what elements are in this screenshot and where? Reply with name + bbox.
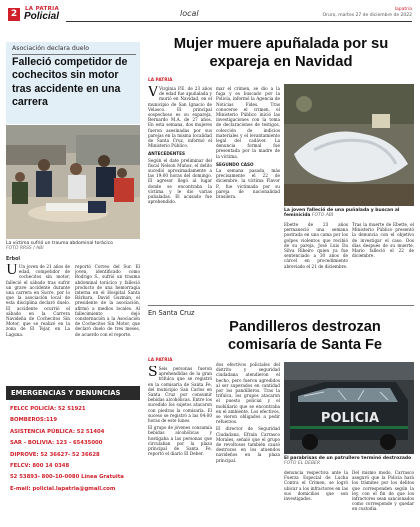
main-story-text-2b: La semana pasada, más precisamente el 22 de diciembre, la víctima Flavor P., fue victimada por su pareja de nacionalidad brasilera. [216, 168, 280, 200]
emergency-line: FELCC POLICÍA: 52 51921 [10, 406, 86, 412]
emergency-title: EMERGENCIAS Y DENUNCIAS [6, 386, 140, 400]
emergency-line: SAR - BOLIVIA: 123 - 65435000 [10, 440, 103, 447]
left-photo-credit: FOTO RRSS / ABI [6, 246, 44, 252]
second-photo-caption [284, 456, 414, 467]
main-photo-caption [284, 208, 414, 219]
page-header [8, 6, 412, 24]
second-story-photo [284, 362, 414, 454]
left-drop-cap: U [6, 264, 18, 278]
emergency-line: FELCV: 800 14 0348 [10, 463, 70, 470]
left-story-headline: Falleció competidor de cochecitos sin motor tras accidente en una carrera [12, 56, 128, 109]
main-story-col4 [352, 222, 414, 302]
story-divider [148, 305, 414, 306]
left-photo-caption-text: La víctima sufrió un trauma abdominal torácico [6, 241, 113, 246]
second-photo-credit: FOTO EL DEBER [284, 461, 320, 467]
emergency-box [6, 386, 140, 520]
header-rule [66, 21, 412, 22]
paper-name: lapatria [394, 7, 412, 12]
second-photo-caption-text: El parabrisas de un patrullero terminó destrozado [284, 456, 412, 461]
second-story-kicker: En Santa Cruz [148, 309, 195, 317]
emergency-line: DIPROVE: 52 36627- 52 36628 [10, 451, 100, 458]
second-story-text-1: Seis personas fueron aprehendidas de la gran trifulca que se registró en la comisaría de Santa Fe, del municipio San Carlos en Santa Cruz por consumir bebidas alcohólicas. Entre los sucedido los sujetos atacaron con piedras la comisaría. El suceso se registró a las 04:00 horas de este lunes. [148, 366, 212, 424]
left-photo-caption [6, 241, 140, 252]
emergency-list [10, 404, 140, 495]
police-decal-text: POLICIA [320, 411, 380, 426]
left-story-col2: reportó Correo del Sur. El joven, identificado como Rodrigo S., sufrió un trauma abdominal torácico y falleció producto de una hemorragia interna en el Hospital Santa Bárbara, David Guzmán, el presidente de la asociación, afirmó a medios locales. Al fallecimiento dejó consternación a la Asociación de Cochecitos Sin Motor, que declaró duelo de tres meses, de acuerdo con el reporte. [75, 264, 140, 337]
second-story-text-3b: Del mismo modo, Carrasco aseguró que la Policía hará los trámites por los delitos que corresponden según la ley, con el fin de que los infractores sean sancionados como corresponde y quedar en custodia. [352, 470, 414, 512]
main-story-text-2: mar el crimen, se dio a la fuga y es buscado por la Policía, informó la Agencia de Noticias Fides. Tras conocerse el crimen, el Ministerio Público inició las investigaciones con la toma de declaraciones de testigos, colección de indicios materiales y el levantamiento legal del cadáver. La denuncia formal fue presentada por la madre de la víctima. [216, 86, 280, 159]
left-story-text-1: Un joven de 21 años de edad, competidor de cochecitos sin motor, falleció el sábado tras sufrir un grave accidente durante una carrera en Sucre, por lo que la asociación local de esta disciplina declaró duelo. El accidente ocurrió el sábado en la Carrera Navideña de Cochecitos Sin Motor, que se realizó en la zona de El Tejar, en La Laguna. [6, 264, 70, 337]
second-drop-cap: S [148, 366, 158, 380]
main-story-col1 [148, 86, 212, 300]
second-story-text-1b: El grupo de jóvenes consumía bebidas alcohólicas y hostigaba a las personas que circulaban por la plaza principal de Santa Fe, reportó el diario El Deber. [148, 425, 212, 457]
main-story-text-3: Ebette de 23 años permaneció una semana postrada en una cama por los golpes violentos que recibió de su pareja, José Luis Da Silva Ribeiro quien ya fue sentenciado a 30 años de cárcel en procedimiento abreviado el 21 de diciembre. [284, 222, 348, 269]
main-story-text-1b: Según el date preliminar del fiscal Nelson Muñoz, el delito sucedió aproximadamente a las 19:00 horas del domingo. El agresor llegó al lugar donde se encontraba la víctima y le dio varias puñaladas. El acusado fue aprehendido. [148, 157, 212, 205]
left-story-kicker: Asociación declara duelo [12, 45, 90, 52]
second-story-text-2b: El director de Seguridad Ciudadana, Efraín Carrasco Morales, señaló que el grupo de revoltosos también causó destrozos en los atuendos navideños en la plaza principal. [216, 426, 280, 463]
main-photo-caption-text: La joven falleció de una puñalada y buscan al feminicida [284, 208, 400, 219]
main-subhead-1: ANTECEDENTES [148, 151, 185, 157]
section-label: local [180, 9, 199, 18]
main-story-headline: Mujer muere apuñalada por su expareja en Navidad [173, 36, 389, 70]
main-story-col2 [216, 86, 280, 300]
emergency-line: BOMBEROS:119 [10, 417, 58, 424]
main-story-source: LA PATRIA [148, 78, 173, 83]
main-story-photo [284, 84, 414, 206]
second-story-headline: Pandilleros destrozan comisaría de Santa Fe [227, 319, 383, 353]
main-subhead-2: SEGUNDO CASO [216, 161, 254, 167]
left-story-rule [12, 54, 136, 55]
second-story-col2 [216, 362, 280, 520]
dateline: Oruro, martes 27 de diciembre de 2022 [322, 13, 412, 18]
second-story-col1 [148, 366, 212, 520]
crowd-accident-image [6, 125, 140, 239]
main-photo-credit: FOTO ABI [311, 213, 334, 219]
left-story-col1 [6, 264, 70, 382]
left-story-byline: Erbol [6, 257, 21, 262]
main-story-text-1: Virginia P.E. de 23 años de edad fue apuñalada y murió en Navidad, en el municipio de San Ignacio de Velasco. El principal sospechoso es su expareja, Bernardo M.A. de 27 años. En esta semana, dos mujeres fueron asesinadas por sus parejas en la misma localidad de Santa Cruz, informó el Ministerio Público. [148, 86, 212, 149]
main-story-col3 [284, 222, 348, 302]
second-story-source: LA PATRIA [148, 358, 173, 363]
emergency-email[interactable]: E-mail: policial.lapatria@gmail.com [10, 485, 116, 492]
second-story-col3 [284, 470, 348, 520]
emergency-line: 52 53893- 800-10-0080 Línea Gratuita [10, 474, 124, 481]
left-story-photo [6, 125, 140, 239]
second-story-text-3: denuncia respectiva ante la Fuerza Especial de Lucha Contra el Crimen, se logró ubicar a los infractores en las sus domicilios que son investigados. [284, 470, 348, 502]
police-car-image [284, 362, 414, 454]
main-drop-cap: V [148, 86, 159, 100]
brand-bottom: Policial [24, 11, 60, 22]
second-story-col4 [352, 470, 414, 520]
main-story-text-3b: Tras la muerte de Ebette, el Ministerio Público presentó la denuncia con el objetivo de investigar el caso. Dos días después de su muerte, Mario falleció el 22 de diciembre. [352, 222, 414, 259]
page-number: 2 [8, 8, 20, 21]
brand-top: LA PATRIA [25, 6, 60, 12]
covered-body-image [284, 84, 414, 206]
emergency-line: ASISTENCIA PÚBLICA: 52 51404 [10, 428, 105, 435]
second-story-text-2: dos efectivos policiales del distrito y seguridad ciudadana atendieron el hecho, pero fueron agredidos al ser superados en cantidad por los pandilleros. Tras la trifulca, los grupos atacaron el puesto policial y el mobiliario que se encontraba en el ambiente. Los efectivos, se vieron obligados a pedir refuerzos. [216, 362, 280, 425]
